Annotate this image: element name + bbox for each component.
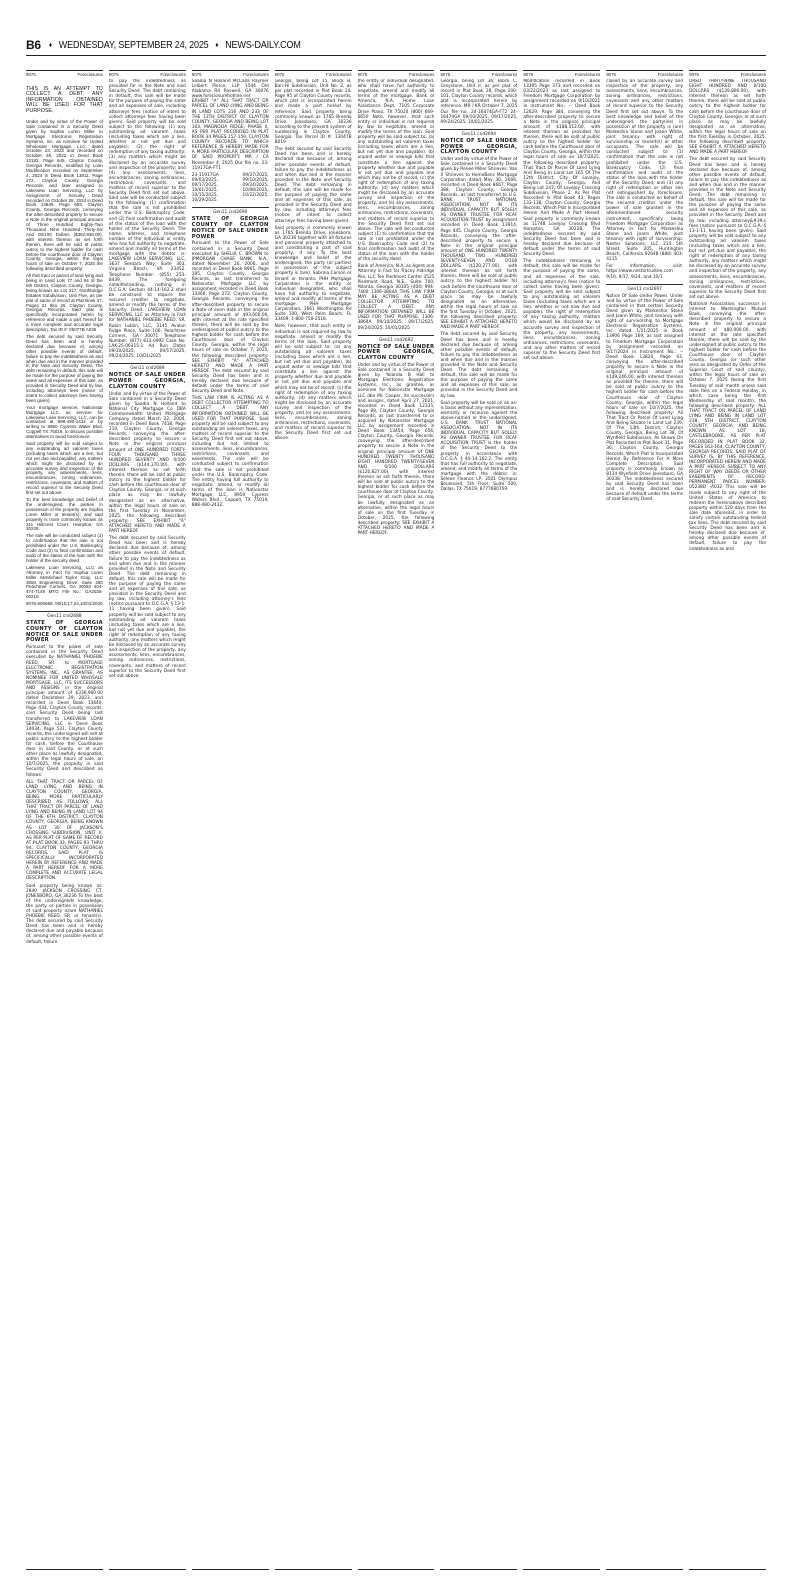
classification-code: 9075 — [108, 72, 119, 77]
debt-collection-disclaimer: THIS IS AN ATTEMPT TO COLLECT A DEBT. ANY INFORMATION OBTAINED WILL BE USED FOR THAT PURPOSE. — [26, 86, 103, 114]
classification-category: Foreclosures — [491, 72, 518, 77]
notice-divider — [192, 207, 269, 208]
notice-paragraph: THIS LAW FIRM IS ACTING AS A DEBT COLLECTOR ATTEMPTING TO COLLECT A DEBT. ANY INFORMATION OBTAINED WILL BE USED FOR THAT PURPOSE. Said property will be sold subject to any outstanding ad valorem taxes, any matters of record superior to the Security Deed first set out above, including but not limited to assessments, liens, encumbrances, restrictions, covenants, and easements. The sale will be conducted subject to confirmation that the sale is not prohibited under the U.S. Bankruptcy Code. The entity having full authority to negotiate, amend, or modify all terms of the loan is Nationstar Mortgage LLC, 8950 Cypress Waters Blvd., Coppell, TX 75019, 888-480-2432. — [191, 396, 269, 509]
column-header — [440, 70, 517, 79]
notice-paragraph: Lakeview Loan Servicing, LLC as Attorney in Fact for Sophia Loren Miller McMichael Taylor Gray, LLC 3550 Engineering Drive, Suite 260 Peachtree Corners, GA 30092 404-474-7149 MTG File No.: GA2025-00216 — [26, 564, 103, 600]
notice-paragraph: Said property will be sold subject to any outstanding ad valorem taxes (including taxes which are a lien, but not yet due and payable), any matters which might be disclosed by an accurate survey and inspection of the property, any assessments, liens, encumbrances, zoning ordinances, restrictions, covenants, and matters of record superior to the Security Deed first set out above. — [26, 441, 103, 496]
notice-paragraph: Pursuant to the Power of Sale contained in a Security Deed executed by SHELIA C. BROWN to JPMORGAN CHASE BANK, N.A., dated November 20, 2006, and recorded in Deed Book 8961, Page 195, Clayton County, Georgia Records, as last transferred to Nationstar Mortgage LLC by assignment recorded in Deed Book 13466, Page 272, Clayton County, Georgia Records, conveying the after-described property to secure a Note of even date in the original principal amount of $93,600.00, with interest at the rate specified therein, there will be sold by the undersigned at public outcry to the highest bidder for cash before the Courthouse door of Clayton County, Georgia, within the legal hours of sale on October 7, 2025, the following described property: SEE EXHIBIT "A" ATTACHED HERETO AND MADE A PART HEREOF. The debt secured by said Security Deed has been and is hereby declared due because of default under the terms of said Security Deed and Note. — [191, 241, 269, 395]
page-masthead — [26, 38, 766, 56]
classification-code: 9075 — [689, 72, 699, 77]
notice-paragraph: The debt secured by said Security Deed has been and is hereby declared due because of, among other possible events of default, failure to pay the indebtedness as and when due and in the manner provided in the Note and Security Deed. The debt remaining in default, this sale will be made for the purpose of paying the same and all expenses of this sale, as provided in the Security Deed and by law. — [440, 332, 518, 399]
column-footer-rule — [275, 1569, 352, 1570]
column-footer-rule — [192, 1569, 269, 1570]
notice-heading: NOTICE OF SALE UNDER POWER GEORGIA, CLAYTON COUNTY — [440, 137, 518, 156]
column-body — [109, 79, 186, 1567]
notice-paragraph: Said property will be sold on an as-is basis without any representation, warranty or recourse against the above-named or the undersigned. U.S. BANK TRUST NATIONAL ASSOCIATION, NOT IN ITS INDIVIDUAL CAPACITY BUT SOLELY AS OWNER TRUSTEE FOR RCAF ACQUISITION TRUST is the holder of the Security Deed to the property in accordance with O.C.G.A. § 44-14-162.2. The entity that has full authority to negotiate, amend, and modify all terms of the mortgage with the debtor is: Selene Finance LP, 3501 Olympus Boulevard, 5th Floor, Suite 500, Dallas, TX 75019, 8777680759. — [440, 400, 518, 493]
notice-divider — [358, 335, 435, 336]
notice-paragraph: To the best knowledge and belief of the undersigned, the parties in possession of the property are Sophia Loren Miller or tenant(s); and said property is more commonly known as 311 Hillcrest Court, Hampton, GA 30228. — [26, 497, 103, 532]
notice-paragraph: Said property is commonly known as 1765 Brenda Drive, Jonesboro, GA 30236 together with all fixtures and personal property attached to and constituting a part of said property, if any. To the best knowledge and belief of the undersigned, the party (or parties) in possession of the subject property is (are): Sabrina Carson or tenant or tenants. PHH Mortgage Corporation is the entity or individual designated, who shall have full authority to negotiate, amend and modify all terms of the mortgage. PHH Mortgage Corporation, 1661 Worthington Rd Suite 100, West Palm Beach, FL 33409, 1-800-750-2518. — [274, 225, 352, 323]
classifieds-columns — [26, 70, 766, 1570]
notice-paragraph: Bank of America, N.A. as Agent and Attorney in Fact for Tracey Aldridge Pile, LLC Ten Piedmont Center 3525 Piedmont Road, N.E., Suite 700, Atlanta, Georgia 30305 (404) 994-7400 1306-3864A THIS LAW FIRM MAY BE ACTING AS A DEBT COLLECTOR ATTEMPTING TO COLLECT A DEBT. ANY INFORMATION OBTAINED WILL BE USED FOR THAT PURPOSE. 1306-3864A 09/10/2025, 09/17/2025, 09/24/2025, 10/01/2025 — [357, 264, 435, 331]
classification-category: Foreclosures — [243, 72, 269, 77]
notice-paragraph: Under and by virtue of the Power of Sale contained in a Security Deed given by Yolanda B Hall to Mortgage Electronic Registration Systems, Inc., as grantee, as nominee for Nationstar Mortgage LLC dba Mr. Cooper, its successors and assigns, dated April 27, 2021, recorded in Deed Book 12335, Page 89, Clayton County, Georgia Records, as last transferred to or acquired by Nationstar Mortgage LLC by assignment recorded in Deed Book 13454, Page 656, Clayton County, Georgia Records, conveying the after-described property to secure a Note in the original principal amount of ONE HUNDRED TWENTY THOUSAND EIGHT HUNDRED TWENTY-SEVEN AND 0/100 DOLLARS ($120,827.00), with interest thereon as set forth therein, there will be sold at public outcry to the highest bidder for cash before the courthouse door of Clayton County, Georgia, or at such place as may be lawfully designated as an alternative, within the legal hours of sale on the first Tuesday in October, 2025, the following described property: SEE EXHIBIT A ATTACHED HERETO AND MADE A PART HEREOF. — [357, 362, 435, 537]
notice-code: Gen11 cnd2689 — [130, 366, 165, 372]
notice-code: Gen11 cnd2688 — [47, 614, 82, 620]
column-body — [358, 79, 435, 1567]
notice-paragraph: Under and by virtue of the Power of Sale contained in a Security Deed given by Saadia N Holland to National City Mortgage Co DBA Commonwealth United Mortgage Company dated March 22, 2004, recorded in Deed Book 7418, Page 210, Clayton County, Georgia Records, conveying the after-described property to secure a Note in the original principal amount of ONE HUNDRED FORTY-FOUR THOUSAND THREE HUNDRED SEVENTY AND 0/100 DOLLARS ($144,370.00), with interest thereon as set forth therein, there will be sold at public outcry to the highest bidder for cash before the courthouse door of Clayton County, Georgia, or at such place as may be lawfully designated as an alternative, within the legal hours of sale on the first Tuesday in November, 2025, the following described property: SEE EXHIBIT "A" ATTACHED HERETO AND MADE A PART HEREOF — [108, 391, 186, 535]
notice-paragraph: 9075-605698, 09/10,17,24,10/01/2025 — [26, 601, 103, 607]
classification-code: 9075 — [191, 72, 202, 77]
column — [358, 70, 435, 1570]
column — [689, 70, 766, 1570]
classification-category: Foreclosures — [77, 72, 103, 77]
notice-heading: NOTICE OF SALE UNDER POWER GEORGIA, CLAYTON COUNTY — [108, 372, 186, 390]
notice-paragraph: to pay the indebtedness as provided for in the Note and said Security Deed. The debt remaining in default, this sale will be made for the purpose of paying the same and all expenses of sale, including attorneys fees (notice of intent to collect attorneys fees having been given). Said property will be sold subject to the following: (1) any outstanding ad valorem taxes (including taxes which are a lien, whether or not yet due and payable); (2) the right of redemption of any taxing authority; (3) any matters which might be disclosed by an accurate survey and inspection of the property; and (4) any assessments, liens, encumbrances, zoning ordinances, restrictions, covenants, and matters of record superior to the Security Deed first set out above. Said sale will be conducted subject to the following: (1) confirmation that the sale is not prohibited under the U.S. Bankruptcy Code; and (2) final confirmation and audit of the status of the loan with the holder of the Security Deed. The name, address, and telephone number of the individual or entity who has full authority to negotiate, amend and modify all terms of the mortgage with the debtor is: LAKEVIEW LOAN SERVICING, LLC, 3637 Sentara Way, Suite 303, Virginia Beach, VA 23452. Telephone Number: (855) 253-8439. The foregoing notwithstanding, nothing in O.C.G.A. Section 44-14-162.2 shall be construed to require the secured creditor to negotiate, amend or modify the terms of the Security Deed. LAKEVIEW LOAN SERVICING, LLC as Attorney in Fact for NATHANIEL PHOEBIE REED, SR. Rubin Lublin, LLC, 3145 Avalon Ridge Place, Suite 100, Peachtree Corners, GA 30071 Telephone Number: (877) 813-0992 Case No. LAK-25-06315-1 Ad Run Dates 09/10/2025, 09/17/2025, 09/24/2025, 10/01/2025 — [108, 79, 186, 360]
notice-divider — [26, 611, 103, 612]
notice-paragraph: Said property being known as: 2840 JACKSON CROSSING CT, JONESBORO, GA 30236 To the best of the undersigneds knowledge, the party or parties in possession of said property is/are NATHANIEL PHOEBIE REED, SR. or tenant(s). The debt secured by said Security Deed has been and is hereby declared due and payable because of, among other possible events of default, failure — [26, 883, 103, 945]
classification-code: 9075 — [274, 72, 285, 77]
notice-divider — [606, 284, 683, 285]
column-header — [358, 70, 435, 79]
column-header — [606, 70, 683, 79]
column-footer-rule — [358, 1569, 435, 1570]
issue-date: WEDNESDAY, SEPTEMBER 24, 2025 — [58, 39, 209, 51]
notice-paragraph: ALL THAT TRACT OR PARCEL OF LAND LYING AND BEING IN CLAYTON COUNTY, GEORGIA, BEING MORE PARTICULARLY DESCRIBED AS FOLLOWS; ALL THAT TRACT OR PARCEL OF LAND LYING AND BEING IN LAND LOT 94 OF THE 6TH DISTRICT, CLAYTON COUNTY, GEORGIA, BEING KNOWN AS LOT 30 OF JACKSON'S CROSSING SUBDIVISION, UNIT II, AS PER PLAT OF SAME OF RECORD AT PLAT BOOK 33, PAGES 93 THRU 94, CLAYTON COUNTY, GEORGIA RECORDS, SAID PLAT IS SPECIFICALLY INCORPORATED HEREIN BY REFERENCE AND MADE A PART HEREOF FOR A MORE COMPLETE AND ACCURATE LEGAL DESCRIPTION. — [26, 779, 103, 882]
notice-paragraph: The debt secured by said Security Deed has been and is hereby declared due because of, among other possible events of default, failure to pay the indebtedness as and when due and in the manner provided in the Note and Security Deed. The debt remaining in default, this sale will be made for the purpose of paying the same and all expenses of this sale, as provided in the Security Deed and by law, including attorneys fees (notice of intent to collect attorneys fees having been given). — [274, 147, 352, 224]
notice-paragraph: Under and by virtue of the Power of Sale contained in a Security Deed given by Renee Miller Shrieves, Van X Shrieves to HomeBanc Mortgage Corporation dated May 30, 2006, recorded in Deed Book 8667, Page 388, Clayton County, Georgia Records, as last transferred to U.S. BANK TRUST NATIONAL ASSOCIATION, NOT IN ITS INDIVIDUAL CAPACITY BUT SOLELY AS OWNER TRUSTEE FOR RCAF ACQUISITION TRUST by assignment recorded in Deed Book 13914, Page 445, Clayton County, Georgia Records, conveying the after-described property to secure a Note in the original principal amount of ONE HUNDRED TWENTY THOUSAND TWO HUNDRED SEVENTY-SEVEN AND 0/100 DOLLARS ($120,277.00), with interest thereon as set forth therein, there will be sold at public outcry to the highest bidder for cash before the courthouse door of Clayton County, Georgia, or at such place as may be lawfully designated as an alternative, within the legal hours of sale on the first Tuesday in October, 2025, the following described property: SEE EXHIBIT A ATTACHED HERETO AND MADE A PART HEREOF. — [440, 157, 518, 331]
column-header — [109, 70, 186, 79]
notice-paragraph: National Association, successor in interest to Washington Mutual Bank, conveying the after-described property to secure a Note in the original principal amount of $80,000.00, with interest at the rate specified therein, there will be sold by the undersigned at public outcry to the highest bidder for cash before the Courthouse door of Clayton County, Georgia (or such other area as designated by Order of the Superior Court of said county), within the legal hours of sale on October 7, 2025 (being the first Tuesday of said month unless said date falls on a Federal Holiday, in which case being the first Wednesday of said month), the following described property: ALL THAT TRACT OR PARCEL OF LAND LYING AND BEING IN LAND LOT 238, 5TH DISTRICT, CLAYTON COUNTY, GEORGIA, AND BEING KNOWN AS LOT 18, CASTLEBROOKE, AS PER PLAT RECORDED IN PLAT BOOK 32, PAGES 163-164, CLAYTON COUNTY, GEORGIA RECORDS; SAID PLAT OF SURVEY IS, BY THIS REFERENCE, INCORPORATED HEREIN AND MADE A PART HEREOF. SUBJECT TO ANY RIGHT OF WAY DEEDS OR OTHER EASEMENTS OF RECORD. PERMANENT PARCEL NUMBER: 05238D -A032 This sale will be made subject to any right of the United States of America to redeem the hereinabove described property within 120 days from the sale date aforesaid, in order to satisfy certain outstanding federal tax liens. The debt secured by said Security Deed has been and is hereby declared due because of, among other possible events of default, failure to pay the indebtedness as and — [689, 302, 767, 552]
site-name: NEWS-DAILY.COM — [224, 39, 301, 51]
diamond-icon: ♦ — [48, 41, 52, 49]
notice-heading: STATE OF GEORGIA COUNTY OF CLAYTON NOTICE OF SALE UNDER POWER — [26, 620, 103, 644]
notice-paragraph: Notice Of Sale Under Power. Under and by virtue of the Power of Sale contained in that certain Security Deed given by Markeshia Stone and Joann White, joint tenancy with right of survivorship to Mortgage Electronic Registration Systems, Inc. dated 1/21/2025 in Book 13906 Page 169, as last assigned to Freedom Mortgage Corporation by assignment recorded on 9/17/2024 in Instrument No.: -- Deed Book 13820, Page 43, conveying the after-described property to secure a Note in the original principal amount of $149,246.00, with interest thereon as provided for therein, there will be sold at public outcry to the highest bidder for cash before the Courthouse door of Clayton County, Georgia, within the legal hours of sale on 10/7/2025, the following described property: All That Tract Or Parcel Of Land Lying And Being Situate In Land Lot 239, Of The 13th District, Clayton County, Georgia, Being Lot 38, Of Wynfield Subdivision, As Shown On Plat Recorded In Plat Book 31, Page 36, Clayton County, Georgia Records, Which Plat Is Incorporated Herein By Reference For A More Complete Description. Said property is commonly known as 8114 Wynfield Drive Jonesboro, GA 30238. The indebtedness secured by said Security Deed has been and is hereby declared due because of default under the terms of said Security Deed. — [606, 293, 684, 503]
column-header — [689, 70, 766, 79]
notice-paragraph: Georgia, being Lot 15, Block B, Bari-Hi Subdivision, Unit No. 2, as per plat recorded in Plat Book 14, Page 95 of Clayton County records, which plat is incorporated herein and made a part hereof by reference. Said property being commonly known as 1765 Brenda Drive, Jonesboro, GA 30236 according to the present system of numbering in Clayton County, Georgia. Tax Parcel ID #: 13047B B019 — [274, 79, 352, 146]
column-body — [440, 79, 517, 1567]
column — [606, 70, 683, 1570]
notice-paragraph: For information, visit: https://www.nestortrustee.com 9/10, 9/17, 9/24, and 10/1 — [606, 264, 684, 280]
notice-heading: STATE OF GEORGIA COUNTY OF CLAYTON NOTICE OF SALE UNDER POWER — [191, 216, 269, 240]
column-header — [26, 70, 103, 79]
column-body — [192, 79, 269, 1567]
notice-paragraph: Georgia, being Lot 36, Block C, Greystone, Unit II, as per plat of record in Plat Book 28, Page 100-101, Clayton County records, which plat is incorporated herein by reference. MR / KR October 7, 2025 Our file no. 24-16474GA-FT2 24-16474GA 09/10/2025, 09/17/2025, 09/24/2025, 10/01/2025. — [440, 79, 518, 125]
notice-paragraph: Note, however, that such entity or individual is not required by law to negotiate, amend or modify the terms of the loan. Said property will be sold subject to: (a) any outstanding ad valorem taxes (including taxes which are a lien, but not yet due and payable), (b) unpaid water or sewage bills that constitute a lien against the property whether due and payable or not yet due and payable and which may not be of record, (c) the right of redemption of any taxing authority, (d) any matters which might be disclosed by an accurate survey and inspection of the property, and (e) any assessments, liens, encumbrances, zoning ordinances, restrictions, covenants, and matters of record superior to the Security Deed first set out above. — [274, 324, 352, 442]
column — [440, 70, 517, 1570]
notice-code: Gen11 cnd2690 — [213, 210, 248, 216]
column — [275, 70, 352, 1570]
notice-divider — [109, 363, 186, 364]
notice-code: Gen11 cnd2697 — [627, 286, 662, 292]
classification-category: Foreclosures — [409, 72, 435, 77]
column-body — [26, 79, 103, 1567]
notice-paragraph: The debt secured by said Security Deed has been and is hereby declared due because of, among other possible events of default, failure to pay the indebtedness as and when due and in the manner provided in the Note and Security Deed. The debt remaining in default, this sale will be made for the purpose of paying the same and all expenses of this sale, as provided in Security Deed and by law, including attorneys fees (notice of intent to collect attorneys fees having been given). — [26, 334, 103, 403]
column-footer-rule — [109, 1569, 186, 1570]
column-footer-rule — [523, 1569, 600, 1570]
notice-heading: NOTICE OF SALE UNDER POWER GEORGIA, CLAYTON COUNTY — [357, 343, 435, 362]
notice-paragraph: All that tract or parcel of land lying and being in Land Lots 77 and 84 of the 5th District, Clayton County, Georgia, being known as Lot 317, Northbridge Estates Subdivision, Unit Five, as per plat of same of record at Plat Book 37, Pages 21 thru 26, Clayton County, Georgia Records. Said plat is specifically incorporated herein by reference and made a part hereof for a more complete and accurate legal description. Tax ID #: 05077B A035 — [26, 273, 103, 333]
classification-category: Foreclosures — [574, 72, 601, 77]
notice-paragraph: Under and by virtue of the Power of Sale contained in a Security Deed given by Sophia Loren Miller to Mortgage Electronic Registration Systems, Inc. as nominee for United Wholesale Mortgage, LLC, dated October 24, 2022 and recorded on October 26, 2022 in Deed Book 13183, Page 645, Clayton County, Georgia Records, modified by Loan Modification recorded on September 4, 2024 in Deed Book 13811, Page 272, Clayton County, Georgia Records, and later assigned to Lakeview Loan Servicing, LLC by Assignment of Security Deed recorded on October 28, 2024 in Deed Book 13849, Page 693, Clayton County, Georgia Records, conveying the after-described property to secure a Note in the original principal amount of Three Hundred Eighty-Two Thousand Nine Hundred Thirty-Six And 00/100 Dollars ($382,936.00), with interest thereon as set forth therein, there will be sold at public outcry to the highest bidder for cash before the courthouse door of Clayton County, Georgia, within the legal hours of sale on October 7, 2025 the following described property: — [26, 119, 103, 272]
column-footer-rule — [689, 1569, 766, 1570]
notice-paragraph: Pursuant to the power of sale contained in the Security Deed executed by NATHANIEL PHOEBIE REED, SR. to MORTGAGE ELECTRONIC REGISTRATION SYSTEMS, INC., AS GRANTEE, AS NOMINEE FOR UNITED WHOSALE MORTGAGE, LLC, ITS SUCCESSORS AND ASSIGNS in the original principal amount of $336,900.00 dated December 29, 2023, and recorded in Deed Book 13640, Page 434, Clayton County records, said Security Deed being last transferred to LAKEVIEW LOAN SERVICING, LLC in Deed Book 14034, Page 531, Clayton County records, the undersigned will sell at public outcry to the highest bidder for cash, before the Courthouse door in said County, or at such other place as lawfully designated, within the legal hours of sale, on 10/7/2025, the property in said Security Deed and described as follows: — [26, 645, 103, 778]
notice-paragraph: The debt secured by said Security Deed has been and is hereby declared due because of, among other possible events of default, failure to pay the indebtedness as and when due and in the manner provided in the Note and Security Deed. The debt remaining in default, this sale will be made for the purpose of paying the same and all expenses of this sale, as provided in the Security Deed and by law, including attorney&#39;s fees (notice pursuant to O.C.G.A. § 13-1-11 having been given). Said property will be sold subject to any outstanding ad valorem taxes (including taxes which are a lien, but not yet due and payable), the right of redemption of any taxing authority, any matters which might be disclosed by an accurate survey and inspection of the property, any assessments, liens, encumbrances, zoning ordinances, restrictions, covenants, and matters of record superior to the Security Deed first set out above. — [689, 157, 767, 300]
column — [109, 70, 186, 1570]
classification-category: Foreclosures — [657, 72, 684, 77]
classification-code: 9075 — [606, 72, 617, 77]
column — [192, 70, 269, 1570]
notice-paragraph: 23-11917GA 09/27/2025, 09/03/2025, 09/10/2025, 09/17/2025, 09/24/2025, 10/01/2025, 10/08/2025, 10/15/2025, 10/22/2025, 10/29/2025. — [191, 172, 269, 204]
notice-paragraph: Your mortgage servicer, Nationstar Mortgage LLC, as servicer for Lakeview Loan Servicing, LLC, can be contacted at 888-480-2432 or by writing to 8950 Cypress Water Blvd, Coppell TX 75019, to discuss possible alternatives to avoid foreclosure. — [26, 404, 103, 440]
diamond-icon: ♦ — [215, 41, 219, 49]
notice-paragraph: closed by an accurate survey and inspection of the property, any assessments, liens, encumbrances, zoning ordinances, restrictions, covenants and any other matters of record superior to the Security Deed first set out above. To the best knowledge and belief of the undersigned, the party(ies) in possession of the property is (are) Markeshia Stone and Joann White, joint tenancy with right of survivorship or tenant(s) or other occupants. The sale will be conducted subject to (1) confirmation that the sale is not prohibited under the U.S. Bankruptcy Code, (2) final confirmation and audit of the status of the loan with the holder of the Security Deed, and (3) any right of redemption or other lien not extinguished by foreclosure. The sale is conducted on behalf of the secured creditor under the power of sale granted in the aforementioned security instrument, specifically being Freedom Mortgage Corporation as Attorney in Fact for Markeshia Stone and Joann White, joint tenancy with right of survivorship. Nestor Solutions, LLC 214 5th Street, Suite 205, Huntington Beach, California 92648 (888) 403-4115 — [606, 79, 684, 263]
classification-category: Foreclosures — [326, 72, 352, 77]
classification-category: Foreclosures — [160, 72, 186, 77]
column-body — [689, 79, 766, 1567]
notice-code: Gen11 cnd2694 — [461, 131, 497, 137]
notice-divider — [440, 129, 517, 130]
notice-paragraph: The sale will be conducted subject (1) to confirmation that the sale is not prohibited under the U.S. Bankruptcy Code and (2) to final confirmation and audit of the status of the loan with the holder of the security deed. — [26, 533, 103, 563]
column-body — [606, 79, 683, 1567]
column-footer-rule — [440, 1569, 517, 1570]
column-header — [192, 70, 269, 79]
notice-paragraph: the entity or individual designated, who shall have full authority to negotiate, amend and modify all terms of the mortgage. Bank of America, N.A. Home Loan Assistance Dept. 7105 Corporate Drive Plano, TX 75024 (800) 669-6650 Note, however, that such entity or individual is not required by law to negotiate, amend or modify the terms of the loan. Said property will be sold subject to: (a) any outstanding ad valorem taxes (including taxes which are a lien, but not yet due and payable), (b) unpaid water or sewage bills that constitute a lien against the property whether due and payable or not yet due and payable and which may not be of record, (c) the right of redemption of any taxing authority, (d) any matters which might be disclosed by an accurate survey and inspection of the property, and (e) any assessments, liens, encumbrances, zoning ordinances, restrictions, covenants, and matters of record superior to the Security Deed first set out above. The sale will be conducted subject (1) to confirmation that the sale is not prohibited under the U.S. Bankruptcy Code and (2) to final confirmation and audit of the status of the loan with the holder of the security deed. — [357, 79, 435, 263]
column-footer-rule — [26, 1569, 103, 1570]
notice-paragraph: Modification recorded in Book 13395 Page 373 and recorded on 03/22/2023 as last assigned to Freedom Mortgage Corporation by assignment recorded on 9/10/2021 in Instrument No.: -- Deed Book 12629, Page 384, conveying the after-described property to secure a Note in the original principal amount of $188,512.00, with interest thereon as provided for therein, there will be sold at public outcry to the highest bidder for cash before the Courthouse door of Clayton County, Georgia, within the legal hours of sale on 10/7/2025, the following described property: That Tract Or Parcel Of Land Lying And Being In Land Lot 165 Of The 12th District, City Of Lovejoy, Clayton County, Georgia, And Being Lot 247, Of Lovejoy Crossing Subdivision, Phase 2, As Per Plat Recorded In Plat Book 43, Pages 133-138, Clayton County, Georgia Records, Which Plat Is Incorporated Herein And Made A Part Hereof. Said property is commonly known as 11748 Lovejoy Crossing Blvd Hampton, GA 30228. The indebtedness secured by said Security Deed has been and is hereby declared due because of default under the terms of said Security Deed. — [523, 79, 601, 258]
column-body — [275, 79, 352, 1567]
notice-paragraph: DRED THIRTY-NINE THOUSAND EIGHT HUNDRED AND 0/100 DOLLARS ($139,800.00), with interest thereon as set forth therein, there will be sold at public outcry to the highest bidder for cash before the courthouse door of Clayton County, Georgia, or at such place as may be lawfully designated as an alternative, within the legal hours of sale on the first Tuesday in October, 2025, the following described property: SEE EXHIBIT A ATTACHED HERETO AND MADE A PART HEREOF — [689, 79, 767, 156]
page-number: B6 — [26, 38, 41, 52]
column — [26, 70, 103, 1570]
notice-paragraph: The indebtedness remaining in default, this sale will be made for the purpose of paying the same, and all expenses of the sale, including attorney's fees (notice to collect same having been given). Said property will be sold subject to any outstanding ad valorem taxes (including taxes which are a lien, whether or not now due and payable), the right of redemption of any taxing authority, matters which would be disclosed by an accurate survey and inspection of the property, any assessments, liens, encumbrances, zoning ordinances, restrictions, covenants, and any other matters of record superior to the Security Deed first set out above. — [523, 259, 601, 362]
column-body — [523, 79, 600, 1567]
notice-paragraph: The debt secured by said Security Deed has been and is hereby declared due because of, among other possible events of default, failure to pay the indebtedness as and when due and in the manner provided in the Note and Security Deed. The debt remaining in default, this sale will be made for the purpose of paying the same and all expenses of this sale, as provided in the Security Deed and by law, including attorney's fees (notice pursuant to O.C.G.A. § 13-1-11 having been given). Said property will be sold subject to any outstanding ad valorem taxes (including taxes which are a lien, but not yet due and payable), the right of redemption of any taxing authority, any matters which might be disclosed by an accurate survey and inspection of the property, any assessments, liens, encumbrances, zoning ordinances, restrictions, covenants, and matters of record superior to the Security Deed first set out above. — [108, 536, 186, 679]
classification-code: 9075 — [26, 72, 36, 77]
notice-paragraph: Saadia N Holland McCalla Raymer Leibert Pierce, LLP 1544 Old Alabama Rd Roswell, GA 30076 www.foreclosurehotline.net EXHIBIT "A" ALL THAT TRACT OR PARCEL OF LAND LYING AND BEING IN LAND LOTS 216 AND 233 OF THE 13TH DISTRICT OF CLAYTON COUNTY, GEORGIA AND BEING LOT 103, MAGNOLIA RIDGE, PHASE II, AS PER PLAT RECORDED IN PLAT BOOK 34 PAGES 157-159, CLAYTON COUNTY RECORDS TO WHICH REFERENCE IS HEREBY MADE FOR A MORE PARTICULAR DESCRIPTION OF SAID PROPERTY. MR / CA November 4, 2025 Our file no. 23-11917GA-FT1 — [191, 79, 269, 171]
column-footer-rule — [606, 1569, 683, 1570]
column-header — [275, 70, 352, 79]
classification-code: 9075 — [357, 72, 368, 77]
classification-category: Foreclosures — [740, 72, 767, 77]
notice-code: Gen11 cnd2692 — [378, 337, 414, 343]
classification-code: 9075 — [523, 72, 534, 77]
classification-code: 9075 — [440, 72, 451, 77]
column — [523, 70, 600, 1570]
column-header — [523, 70, 600, 79]
masthead-line — [49, 39, 301, 51]
